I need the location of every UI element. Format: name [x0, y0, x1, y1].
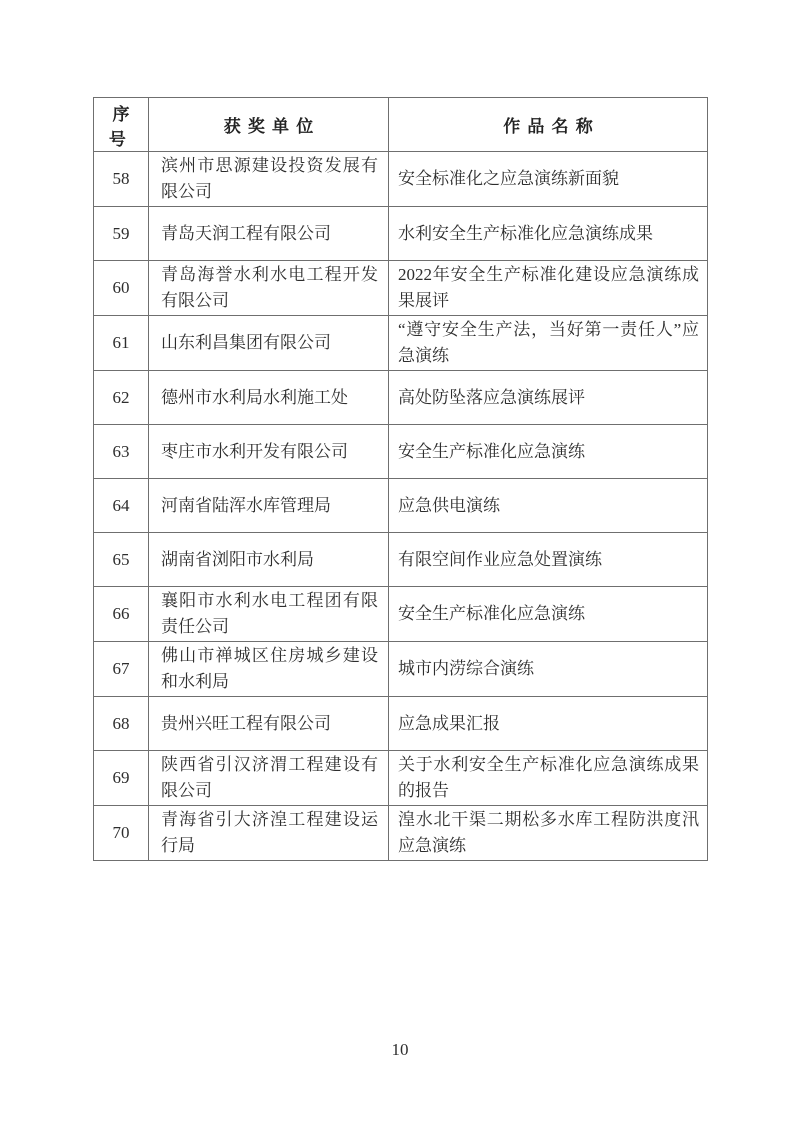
work-name-cell: 水利安全生产标准化应急演练成果: [389, 207, 708, 261]
work-name-cell: 2022年安全生产标准化建设应急演练成果展评: [389, 261, 708, 316]
table-row: [94, 425, 708, 479]
work-name-cell: 应急成果汇报: [389, 697, 708, 751]
award-unit-cell: 陕西省引汉济渭工程建设有限公司: [149, 751, 389, 806]
work-name-cell: 安全生产标准化应急演练: [389, 587, 708, 642]
award-unit-cell: 青海省引大济湟工程建设运行局: [149, 806, 389, 861]
serial-number-cell: 60: [94, 261, 149, 316]
serial-number-cell: 58: [94, 152, 149, 207]
work-name-cell: 关于水利安全生产标准化应急演练成果的报告: [389, 751, 708, 806]
awards-table: [93, 97, 708, 861]
award-unit-cell: 佛山市禅城区住房城乡建设和水利局: [149, 642, 389, 697]
serial-number-cell: 64: [94, 479, 149, 533]
work-name-cell: 湟水北干渠二期松多水库工程防洪度汛应急演练: [389, 806, 708, 861]
table-row: [94, 587, 708, 642]
column-header-serial: 序号: [94, 98, 149, 152]
work-name-cell: 高处防坠落应急演练展评: [389, 371, 708, 425]
work-name-cell: 有限空间作业应急处置演练: [389, 533, 708, 587]
award-unit-cell: 襄阳市水利水电工程团有限责任公司: [149, 587, 389, 642]
table-row: [94, 316, 708, 371]
serial-number-cell: 68: [94, 697, 149, 751]
page-number: 10: [391, 1040, 409, 1059]
serial-number-cell: 65: [94, 533, 149, 587]
table-header-row: [94, 98, 708, 152]
award-unit-cell: 青岛海誉水利水电工程开发有限公司: [149, 261, 389, 316]
work-name-cell: “遵守安全生产法，当好第一责任人”应急演练: [389, 316, 708, 371]
work-name-cell: 安全生产标准化应急演练: [389, 425, 708, 479]
award-unit-cell: 青岛天润工程有限公司: [149, 207, 389, 261]
table-row: [94, 371, 708, 425]
work-name-cell: 安全标准化之应急演练新面貌: [389, 152, 708, 207]
table-row: [94, 152, 708, 207]
table-row: [94, 207, 708, 261]
serial-number-cell: 66: [94, 587, 149, 642]
column-header-work: 作品名称: [389, 98, 708, 152]
award-unit-cell: 河南省陆浑水库管理局: [149, 479, 389, 533]
table-row: [94, 751, 708, 806]
award-unit-cell: 枣庄市水利开发有限公司: [149, 425, 389, 479]
award-unit-cell: 德州市水利局水利施工处: [149, 371, 389, 425]
award-unit-cell: 湖南省浏阳市水利局: [149, 533, 389, 587]
table-row: [94, 533, 708, 587]
table-row: [94, 697, 708, 751]
table-row: [94, 806, 708, 861]
work-name-cell: 应急供电演练: [389, 479, 708, 533]
serial-number-cell: 63: [94, 425, 149, 479]
table-row: [94, 261, 708, 316]
serial-number-cell: 62: [94, 371, 149, 425]
award-unit-cell: 贵州兴旺工程有限公司: [149, 697, 389, 751]
award-unit-cell: 滨州市思源建设投资发展有限公司: [149, 152, 389, 207]
serial-number-cell: 59: [94, 207, 149, 261]
serial-number-cell: 69: [94, 751, 149, 806]
column-header-unit: 获奖单位: [149, 98, 389, 152]
serial-number-cell: 61: [94, 316, 149, 371]
table-row: [94, 642, 708, 697]
table-row: [94, 479, 708, 533]
serial-number-cell: 70: [94, 806, 149, 861]
work-name-cell: 城市内涝综合演练: [389, 642, 708, 697]
serial-number-cell: 67: [94, 642, 149, 697]
award-unit-cell: 山东利昌集团有限公司: [149, 316, 389, 371]
